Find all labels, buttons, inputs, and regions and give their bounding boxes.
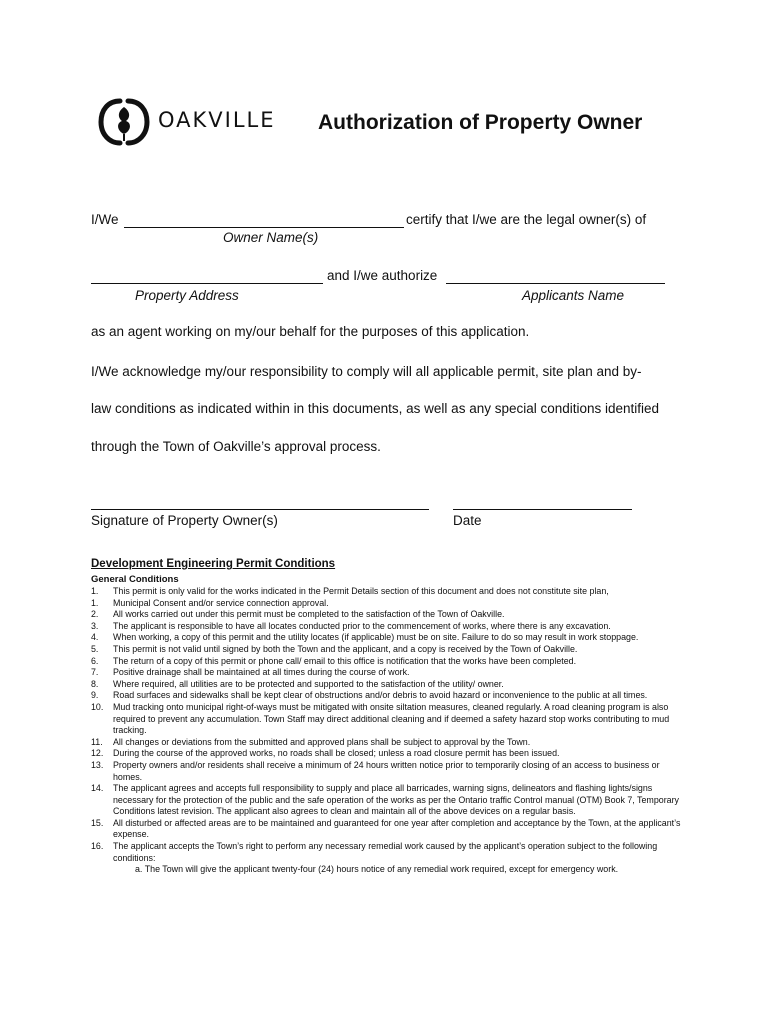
list-item — [91, 841, 691, 864]
acknowledge-line-1: I/We acknowledge my/our responsibility to comply will all applicable permit, site plan and by- — [91, 364, 642, 379]
list-item — [91, 656, 691, 668]
property-address-caption: Property Address — [135, 288, 239, 303]
condition-number: 9. — [91, 690, 99, 701]
condition-number: 5. — [91, 643, 99, 654]
page-title: Authorization of Property Owner — [318, 111, 643, 134]
condition-number: 6. — [91, 655, 99, 666]
authorize-text: and I/we authorize — [327, 268, 438, 283]
agent-text: as an agent working on my/our behalf for the purposes of this application. — [91, 324, 530, 339]
list-item — [91, 818, 691, 841]
applicant-name-field[interactable] — [446, 283, 665, 284]
owner-name-field[interactable] — [124, 227, 404, 228]
date-field[interactable] — [453, 509, 632, 510]
iwe-label: I/We — [91, 212, 119, 227]
condition-text: The applicant agrees and accepts full responsibility to supply and place all barricades, warning signs, delineators and flashing lights/signs necessary for the protection of the public and the safe operation of the works as per the Ontario traffic Control manual (OTM) Book 7, Temporary Conditions latest revision. The applicant also agrees to clean and maintain all of the above devices on a regular basis. — [113, 783, 679, 817]
date-caption: Date — [453, 513, 482, 528]
list-item — [91, 621, 691, 633]
condition-text: When working, a copy of this permit and the utility locates (if applicable) must be on site. Failure to do so may result in work stoppage. — [113, 632, 639, 643]
condition-text: During the course of the approved works, no roads shall be closed; unless a road closure permit has been issued. — [113, 748, 560, 759]
condition-text: This permit is only valid for the works indicated in the Permit Details section of this document and does not constitute site plan, — [113, 586, 609, 596]
condition-number: 7. — [91, 667, 99, 678]
conditions-heading: Development Engineering Permit Conditions — [91, 558, 336, 570]
certify-text: certify that I/we are the legal owner(s) of — [406, 212, 647, 227]
oak-leaf-emblem-icon — [98, 98, 150, 146]
condition-text: The applicant accepts the Town’s right to perform any necessary remedial work caused by the applicant’s operation subject to the following conditions: — [113, 841, 658, 863]
condition-sub-item: a. The Town will give the applicant twenty-four (24) hours notice of any remedial work required, except for emergency work. — [135, 864, 619, 875]
list-item — [91, 632, 691, 644]
condition-number: 15. — [91, 817, 104, 828]
oakville-logo — [98, 98, 298, 146]
logo-wordmark: OAKVILLE — [158, 108, 276, 132]
condition-number: 8. — [91, 678, 99, 689]
condition-text: Road surfaces and sidewalks shall be kept clear of obstructions and/or debris to avoid hazard or inconvenience to the public at all times. — [113, 690, 648, 701]
acknowledge-line-2: law conditions as indicated within in this documents, as well as any special conditions identified — [91, 401, 660, 416]
condition-text: All changes or deviations from the submitted and approved plans shall be subject to approval by the Town. — [113, 736, 531, 747]
condition-number: 3. — [91, 620, 99, 631]
list-item — [91, 586, 691, 598]
condition-text: Property owners and/or residents shall receive a minimum of 24 hours written notice prior to temporarily closing of an access to business or homes. — [113, 759, 660, 782]
condition-number: 4. — [91, 632, 99, 643]
list-item — [91, 702, 691, 737]
list-item — [91, 783, 691, 818]
signature-caption: Signature of Property Owner(s) — [91, 513, 278, 528]
condition-number: 16. — [91, 841, 104, 852]
condition-number: 13. — [91, 759, 104, 770]
list-item — [91, 748, 691, 760]
signature-field[interactable] — [91, 509, 429, 510]
condition-text: This permit is not valid until signed by both the Town and the applicant, and a copy is received by the Town of Oakville. — [113, 643, 578, 654]
list-item — [91, 679, 691, 691]
applicant-name-caption: Applicants Name — [522, 288, 625, 303]
condition-number: 10. — [91, 701, 104, 712]
general-conditions-subheading: General Conditions — [91, 574, 179, 585]
condition-number: 12. — [91, 748, 104, 759]
condition-number: 1. — [91, 586, 99, 596]
condition-text: All disturbed or affected areas are to be maintained and guaranteed for one year after completion and acceptance by the Town, at the applicant’s expense. — [113, 817, 681, 840]
list-item — [91, 760, 691, 783]
list-item — [91, 737, 691, 749]
list-item — [91, 598, 691, 610]
condition-text: The applicant is responsible to have all locates conducted prior to the commencement of works, where there is any excavation. — [113, 620, 611, 631]
condition-number: 11. — [91, 736, 103, 747]
list-item — [91, 690, 691, 702]
property-address-field[interactable] — [91, 283, 323, 284]
condition-text: Mud tracking onto municipal right-of-ways must be mitigated with onsite siltation measures, cleaned regularly. A road cleaning program is also required to prevent any accumulation. Town Staff may direct additional cleaning and if deemed a safety hazard stop works contributing to mud tracking. — [113, 701, 670, 736]
list-item — [91, 609, 691, 621]
condition-text: All works carried out under this permit must be completed to the satisfaction of the Town of Oakville. — [113, 609, 505, 620]
conditions-list — [91, 586, 691, 876]
list-item — [91, 644, 691, 656]
condition-text: Where required, all utilities are to be protected and supported to the satisfaction of the utility/ owner. — [113, 678, 504, 689]
condition-text: Positive drainage shall be maintained at all times during the course of work. — [113, 667, 410, 678]
condition-number: 1. — [91, 597, 99, 608]
condition-text: The return of a copy of this permit or phone call/ email to this office is notification that the works have been completed. — [113, 655, 577, 666]
list-item — [91, 667, 691, 679]
condition-number: 2. — [91, 609, 99, 620]
condition-text: Municipal Consent and/or service connection approval. — [113, 597, 329, 608]
acknowledge-line-3: through the Town of Oakville’s approval process. — [91, 439, 381, 454]
condition-number: 14. — [91, 783, 104, 794]
owner-name-caption: Owner Name(s) — [223, 230, 319, 245]
